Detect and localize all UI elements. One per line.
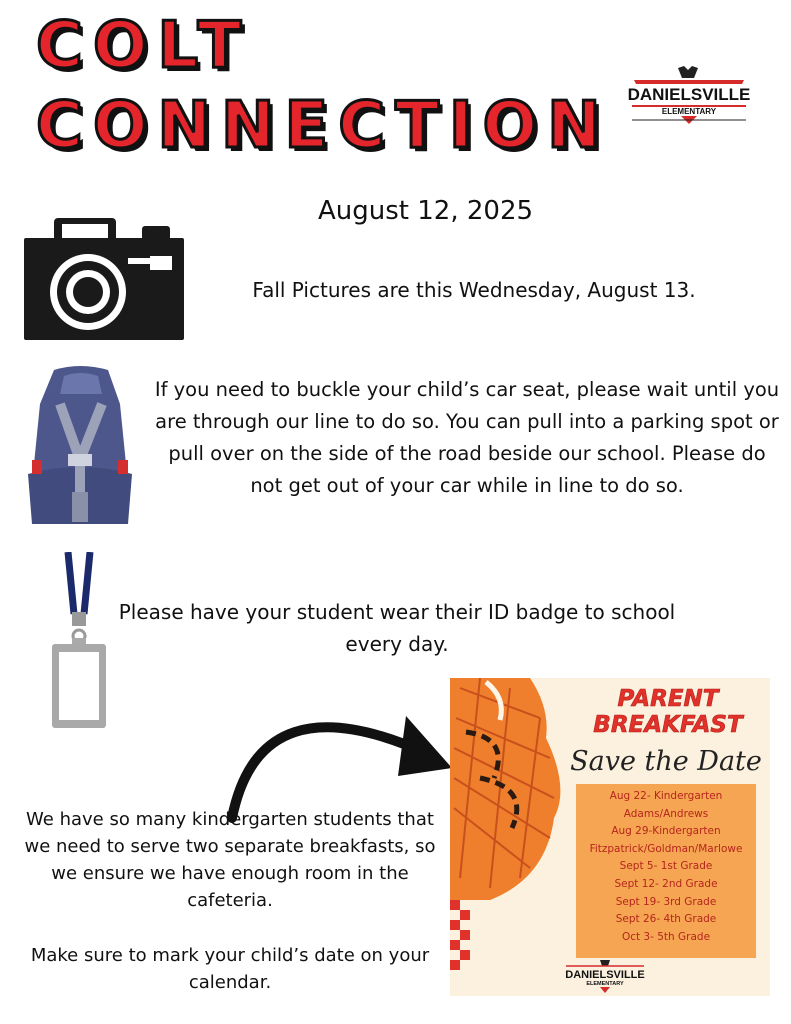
colt-head-icon (678, 66, 698, 78)
id-badge-icon (50, 552, 110, 730)
schedule-item: Adams/Andrews (623, 807, 709, 820)
waffle-illustration (450, 678, 576, 900)
title-line-2: CONNECTION (36, 89, 611, 163)
schedule-item: Sept 26- 4th Grade (615, 913, 717, 926)
school-logo (626, 64, 752, 126)
badge-text: Please have your student wear their ID badge to school every day. (118, 600, 676, 656)
save-the-date: Save the Date (570, 746, 762, 777)
flyer-logo-name: DANIELSVILLE (565, 969, 645, 981)
flyer-title-line-1: PARENT (617, 686, 719, 712)
pictures-text: Fall Pictures are this Wednesday, August 13. (252, 278, 696, 302)
schedule-item: Sept 5- 1st Grade (619, 860, 713, 873)
logo-sub: ELEMENTARY (661, 107, 717, 116)
flyer-school-logo (562, 960, 648, 994)
schedule-item: Aug 22- Kindergarten (609, 790, 723, 802)
checker-pattern (450, 900, 474, 972)
breakfast-schedule (576, 784, 756, 958)
schedule-item: Sept 19- 3rd Grade (615, 895, 717, 908)
flyer-title-line-2: BREAKFAST (593, 712, 743, 738)
schedule-item: Oct 3- 5th Grade (621, 930, 711, 943)
newsletter-date: August 12, 2025 (318, 196, 534, 226)
curved-arrow-icon (220, 688, 460, 824)
schedule-item: Aug 29-Kindergarten (611, 825, 721, 838)
kinder-text: We have so many kindergarten students that we need to serve two separate breakfasts, so we ensure we have enough room in the cafeteria. (24, 809, 436, 911)
logo-name: DANIELSVILLE (627, 85, 751, 104)
schedule-item: Sept 12- 2nd Grade (614, 877, 718, 890)
carseat-text: If you need to buckle your child’s car seat, please wait until you are through our line to do so. You can pull into a parking spot or pull over on the side of the road beside our school. Please do not get out of your car while in line to do so. (154, 378, 780, 497)
calendar-text: Make sure to mark your child’s date on your calendar. (30, 945, 430, 993)
car-seat-icon (24, 364, 136, 530)
parent-breakfast-flyer (450, 678, 770, 996)
camera-icon (24, 216, 184, 340)
title-line-1: COLT (36, 9, 252, 83)
flyer-title (570, 686, 766, 738)
schedule-item: Fitzpatrick/Goldman/Marlowe (589, 842, 743, 855)
flyer-logo-sub: ELEMENTARY (586, 981, 624, 987)
